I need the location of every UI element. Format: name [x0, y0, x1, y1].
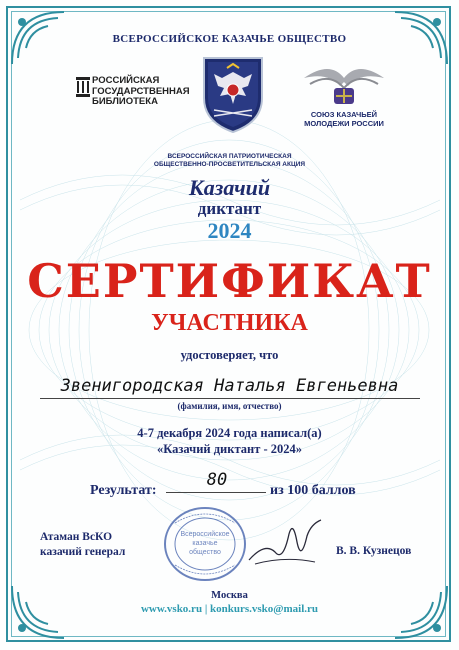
official-stamp-icon [150, 505, 260, 583]
result-suffix: из 100 баллов [270, 483, 356, 498]
union-youth-logo-text [298, 110, 390, 128]
certificate-title: СЕРТИФИКАТ [27, 254, 432, 308]
event-title-line-1: Казачий [188, 175, 271, 200]
signer-position [40, 530, 125, 560]
handwritten-signature-icon [245, 512, 325, 572]
event-type [0, 153, 459, 169]
result-underline [166, 492, 266, 493]
result-label: Результат: [90, 483, 157, 498]
organization-title: ВСЕРОССИЙСКОЕ КАЗАЧЬЕ ОБЩЕСТВО [112, 33, 347, 45]
participant-name: Звенигородская Наталья Евгеньевна [60, 376, 399, 396]
signer-name: В. В. Кузнецов [336, 545, 412, 557]
stamp-line-3: общество [189, 549, 221, 556]
library-logo-icon [76, 77, 90, 97]
stamp-line-1: Всероссийское [180, 531, 230, 538]
stamp-line-2: казачье [192, 540, 218, 547]
name-hint: (фамилия, имя, отчество) [177, 401, 282, 411]
participation-statement [0, 425, 459, 457]
signer-position-line-2: казачий генерал [40, 546, 126, 558]
website-link[interactable]: www.vsko.ru [140, 603, 203, 615]
union-line-1: СОЮЗ КАЗАЧЬЕЙ [310, 110, 378, 119]
certificate-subtitle: УЧАСТНИКА [151, 310, 308, 336]
signer-position-line-1: Атаман ВсКО [40, 531, 113, 543]
event-type-line-2: ОБЩЕСТВЕННО-ПРОСВЕТИТЕЛЬСКАЯ АКЦИЯ [153, 161, 306, 168]
participation-event: «Казачий диктант - 2024» [156, 442, 303, 456]
name-underline [40, 398, 420, 399]
union-youth-logo-icon [300, 58, 388, 113]
event-title-line-2: диктант [197, 199, 262, 218]
union-line-2: МОЛОДЕЖИ РОССИИ [304, 119, 384, 128]
footer-links [0, 603, 459, 615]
cossack-society-emblem-icon [200, 54, 266, 134]
library-line-3: БИБЛИОТЕКА [92, 96, 158, 107]
library-line-1: РОССИЙСКАЯ [92, 75, 160, 86]
participation-dates: 4-7 декабря 2024 года написал(а) [137, 426, 322, 440]
library-logo-text [92, 76, 190, 108]
event-type-line-1: ВСЕРОССИЙСКАЯ ПАТРИОТИЧЕСКАЯ [167, 153, 292, 160]
link-separator: | [204, 603, 208, 615]
email-link[interactable]: konkurs.vsko@mail.ru [210, 603, 319, 615]
certifies-text: удостоверяет, что [180, 348, 279, 362]
event-year: 2024 [207, 218, 252, 243]
footer-city: Москва [211, 590, 248, 601]
library-line-2: ГОСУДАРСТВЕННАЯ [92, 85, 190, 97]
result-value: 80 [206, 470, 228, 490]
